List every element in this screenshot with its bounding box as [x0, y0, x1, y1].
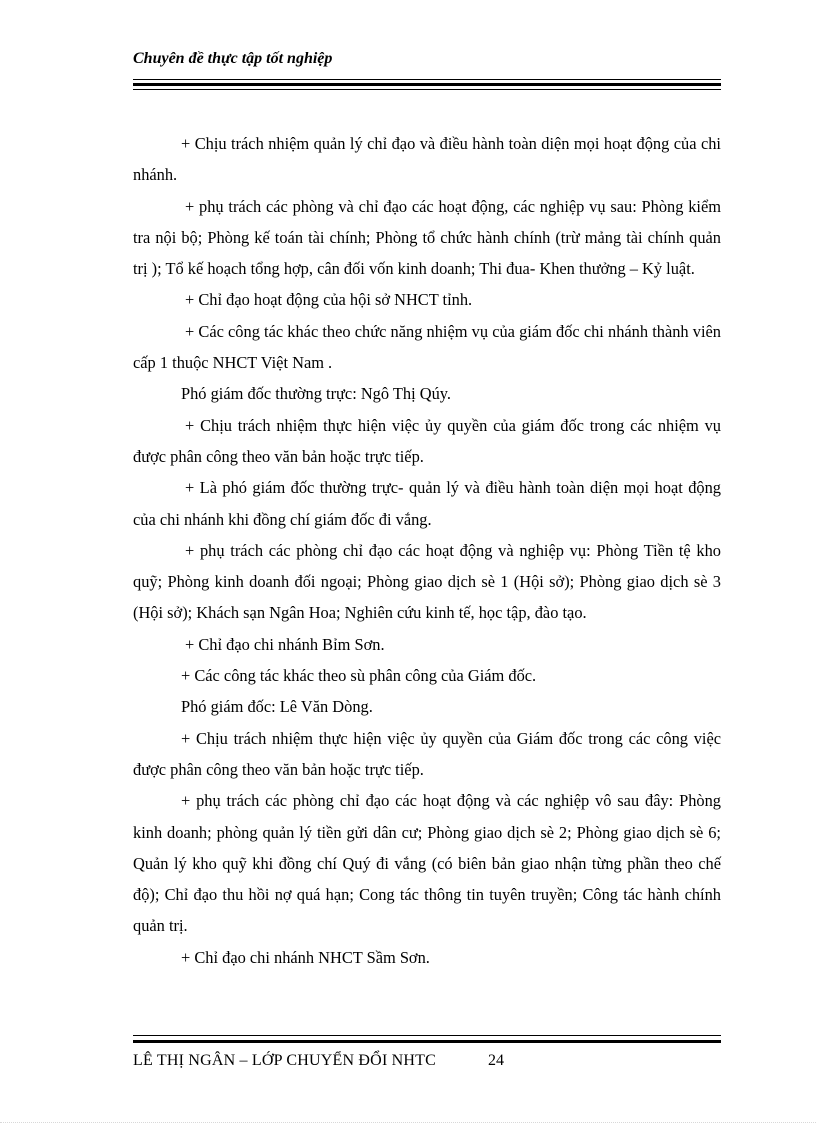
- footer-rule-thick: [133, 1040, 721, 1043]
- paragraph: + Các công tác khác theo sù phân công của Giám đốc.: [181, 666, 537, 686]
- footer-rule-thin: [133, 1035, 721, 1036]
- paragraph: + phụ trách các phòng chỉ đạo các hoạt động và nghiệp vụ: Phòng Tiền tệ kho quỹ; Phòng kinh doanh đối ngoại; Phòng giao dịch sè 1 (Hội sở); Phòng giao dịch sè 3 (Hội sở); Khách sạn Ngân Hoa; Nghiên cứu kinh tế, học tập, đào tạo.: [133, 540, 721, 623]
- document-body: [133, 128, 721, 973]
- header-rule-thick: [133, 83, 721, 86]
- footer-author: LÊ THỊ NGÂN – LỚP CHUYỂN ĐỔI NHTC: [133, 1052, 437, 1069]
- paragraph: Phó giám đốc thường trực: Ngô Thị Qúy.: [181, 384, 451, 404]
- paragraph: + Chịu trách nhiệm quản lý chỉ đạo và điều hành toàn diện mọi hoạt động của chi nhánh.: [133, 134, 721, 185]
- paragraph: + Các công tác khác theo chức năng nhiệm vụ của giám đốc chi nhánh thành viên cấp 1 thuộc NHCT Việt Nam .: [133, 321, 721, 373]
- page-header-title: Chuyên đề thực tập tốt nghiệp: [133, 50, 333, 67]
- paragraph: + Là phó giám đốc thường trực- quản lý và điều hành toàn diện mọi hoạt động của chi nhánh khi đồng chí giám đốc đi vắng.: [133, 478, 721, 529]
- paragraph: + Chỉ đạo hoạt động của hội sở NHCT tỉnh.: [185, 290, 473, 310]
- paragraph: + phụ trách các phòng và chỉ đạo các hoạt động, các nghiệp vụ sau: Phòng kiểm tra nội bộ; Phòng kế toán tài chính; Phòng tổ chức hành chính (trừ mảng tài chính quản trị ); Tổ kế hoạch tổng hợp, cân đối vốn kinh doanh; Thi đua- Khen thưởng – Kỷ luật.: [133, 196, 721, 279]
- paragraph: + Chịu trách nhiệm thực hiện việc ủy quyền của Giám đốc trong các công việc được phân công theo văn bản hoặc trực tiếp.: [133, 728, 721, 779]
- paragraph: + Chỉ đạo chi nhánh Bỉm Sơn.: [185, 634, 385, 654]
- paragraph: + Chỉ đạo chi nhánh NHCT Sầm Sơn.: [181, 947, 430, 967]
- page-footer: [133, 1052, 504, 1070]
- page-number: 24: [488, 1052, 505, 1069]
- header-rule-thin-top: [133, 79, 721, 80]
- paragraph: + phụ trách các phòng chỉ đạo các hoạt động và các nghiệp vô sau đây: Phòng kinh doanh; phòng quản lý tiền gửi dân cư; Phòng giao dịch sè 2; Phòng giao dịch sè 6; Quản lý kho quỹ khi đồng chí Quý đi vắng (có biên bản giao nhận từng phần theo chế độ); Chỉ đạo thu hồi nợ quá hạn; Cong tác thông tin tuyên truyền; Công tác hành chính quản trị.: [133, 791, 721, 936]
- header-rule-thin-bottom: [133, 89, 721, 90]
- paragraph: Phó giám đốc: Lê Văn Dòng.: [181, 697, 373, 717]
- paragraph: + Chịu trách nhiệm thực hiện việc ủy quyền của giám đốc trong các nhiệm vụ được phân công theo văn bản hoặc trực tiếp.: [133, 415, 721, 466]
